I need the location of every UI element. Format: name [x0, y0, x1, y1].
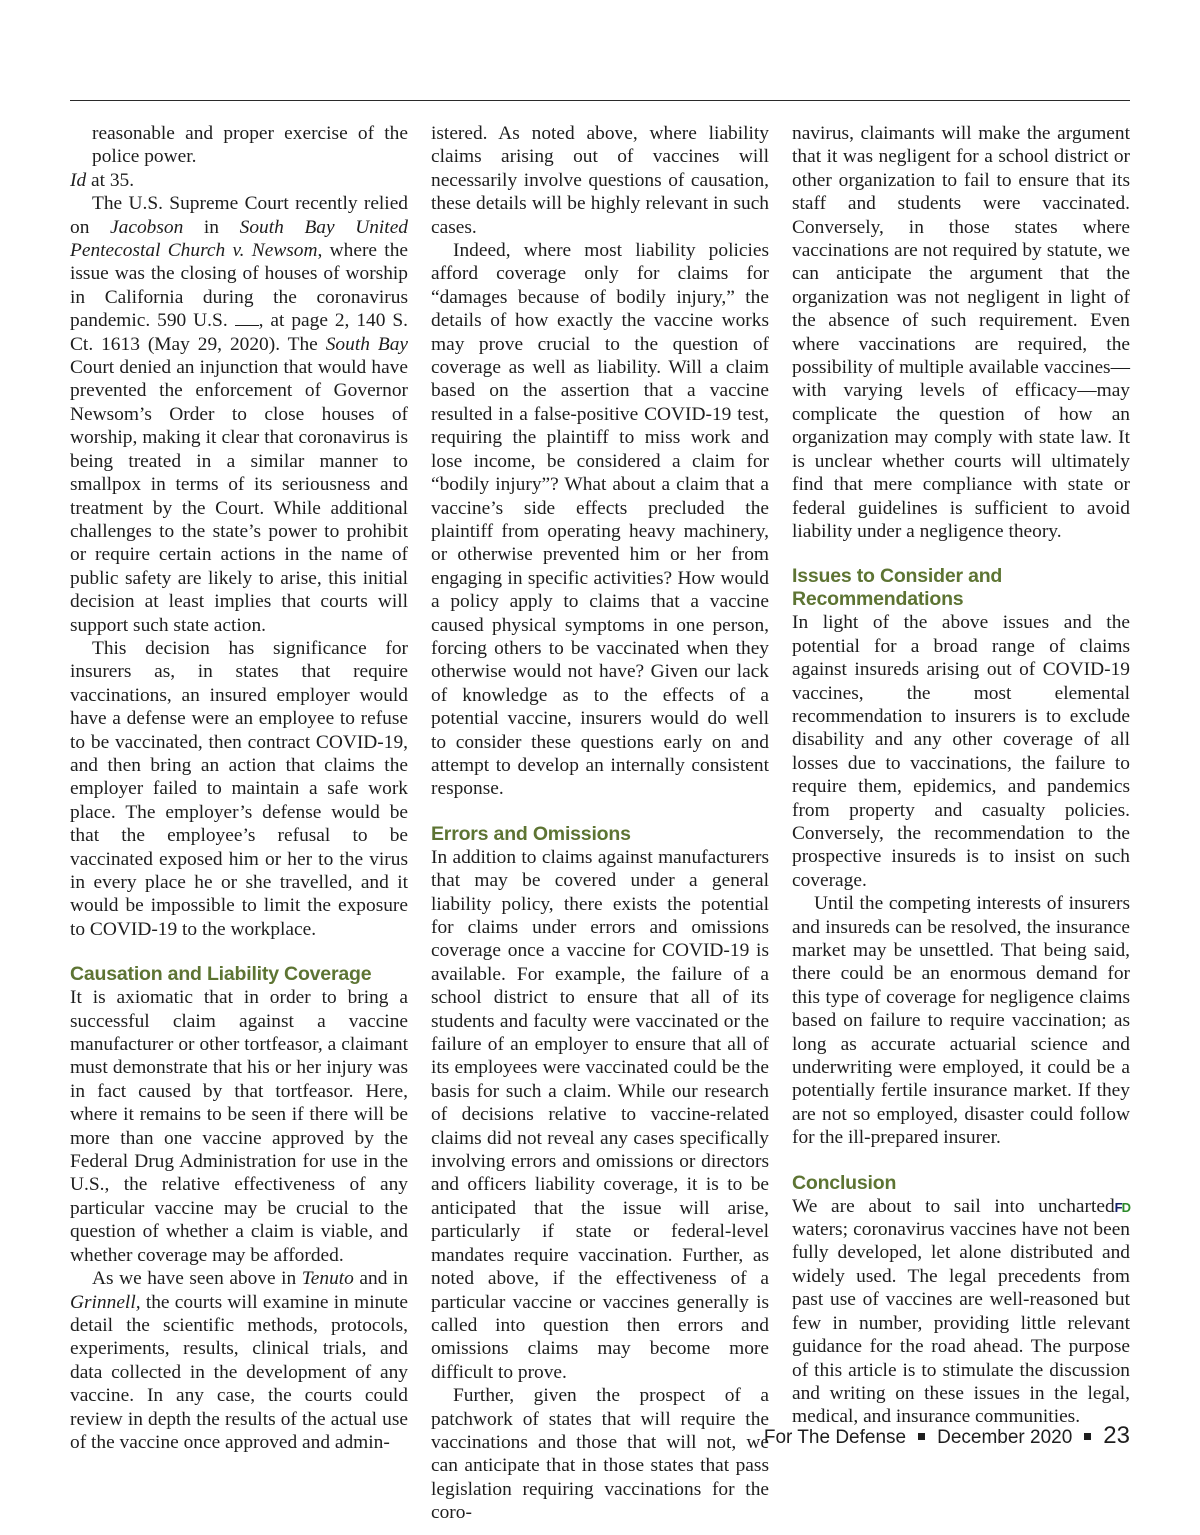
- header-rule: [70, 100, 1130, 101]
- citation: Id at 35.: [70, 169, 135, 191]
- paragraph: This decision has significance for insurers as, in states that require vaccinations, an insured employer would have a defense were an employee to refuse to be vaccinated, then contract COVID-19, and then bring an action that claims the employer failed to maintain a safe work place. The employer’s defense would be that the employee’s refusal to be vaccinated exposed him or her to the virus in every place he or she travelled, and it would be impossible to limit the exposure to COVID-19 to the workplace.: [70, 637, 408, 940]
- section-heading: Errors and Omissions: [431, 822, 631, 845]
- bullet-separator-icon: [1084, 1433, 1091, 1440]
- column-1: [70, 122, 408, 1454]
- issue-date: December 2020: [937, 1427, 1073, 1448]
- publication-name: For The Defense: [763, 1427, 907, 1448]
- citation-blank: [235, 310, 259, 326]
- paragraph: FD We are about to sail into uncharted waters; coronavirus vaccines have not been fully developed, let alone distributed and widely used. The legal precedents from past use of vaccines are well-reasoned but few in number, providing little relevant guidance for the road ahead. The purpose of this article is to stimulate the discussion and writing on these issues in the legal, medical, and insurance communities.: [792, 1195, 1130, 1428]
- bullet-separator-icon: [918, 1433, 925, 1440]
- page-footer: [764, 1422, 1130, 1450]
- paragraph: As we have seen above in Tenuto and in Grinnell, the courts will examine in minute detail the scientific methods, protocols, experiments, results, clinical trials, and data collected in the development of any vaccine. In any case, the courts could review in depth the results of the actual use of the vaccine once approved and admin-: [70, 1268, 408, 1453]
- paragraph: Indeed, where most liability policies afford coverage only for claims for “damages because of bodily injury,” the details of how exactly the vaccine works may prove crucial to the question of coverage as well as liability. Will a claim based on the assertion that a vaccine resulted in a false-positive COVID-19 test, requiring the plaintiff to miss work and lose income, be considered a claim for “bodily injury”? What about a claim that a vaccine’s side effects precluded the plaintiff from operating heavy machinery, or otherwise prevented him or her from engaging in specific activities? How would a policy apply to claims that a vaccine caused physical symptoms in one person, forcing others to be vaccinated when they otherwise would not have? Given our lack of knowledge as to the effects of a potential vaccine, insurers would do well to consider these questions early on and attempt to develop an internally consistent response.: [431, 240, 769, 800]
- page-number: 23: [1103, 1422, 1130, 1449]
- block-quote-tail: reasonable and proper exercise of the police power.: [92, 123, 408, 168]
- paragraph: In addition to claims against manufacturers that may be covered under a general liability policy, there exists the potential for claims under errors and omissions coverage once a vaccine for COVID-19 is available. For example, the failure of a school district to ensure that all of its students and faculty were vaccinated or the failure of an employer to ensure that all of its employees were vaccinated could be the basis for such a claim. While our research of decisions relative to vaccine-related claims did not reveal any cases specifically involving errors and omissions or directors and officers liability coverage, it is to be anticipated that the issue will arise, particularly if state or federal-level mandates require vaccination. Further, as noted above, if the effectiveness of a particular vaccine or vaccines generally is called into question then errors and omissions claims may become more difficult to prove.: [431, 846, 769, 1383]
- paragraph: The U.S. Supreme Court recently relied on Jacobson in South Bay United Pentecostal Church v. Newsom, where the issue was the closing of houses of worship in California during the coronavirus pandemic. 590 U.S. , at page 2, 140 S. Ct. 1613 (May 29, 2020). The South Bay Court denied an injunction that would have prevented the enforcement of Governor Newsom’s Order to close houses of worship, making it clear that coronavirus is being treated in a similar manner to smallpox in terms of its seriousness and treatment by the Court. While additional challenges to the state’s power to prohibit or require certain actions in the name of public safety are likely to arise, this initial decision at least implies that courts will support such state action.: [70, 193, 408, 636]
- column-3: [792, 122, 1130, 1429]
- section-heading: Issues to Consider and Recommendations: [792, 565, 1003, 611]
- paragraph: istered. As noted above, where liability claims arising out of vaccines will necessarily involve questions of causation, these details will be highly relevant in such cases.: [431, 123, 769, 238]
- paragraph: navirus, claimants will make the argument that it was negligent for a school district or other organization to fail to ensure that its staff and students were vaccinated. Conversely, in those states where vaccinations are not required by statute, we can anticipate the argument that the organization was not negligent in light of the absence of such requirement. Even where vaccinations are required, the possibility of multiple available vaccines—with varying levels of efficacy—may complicate the question of how an organization may comply with state law. It is unclear whether courts will ultimately find that mere compliance with state or federal guidelines is sufficient to avoid liability under a negligence theory.: [792, 123, 1130, 542]
- column-2: [431, 122, 769, 1525]
- paragraph: It is axiomatic that in order to bring a successful claim against a vaccine manufacturer or other tortfeasor, a claimant must demonstrate that his or her injury was in fact caused by that tortfeasor. Here, where it remains to be seen if there will be more than one vaccine approved by the Federal Drug Administration for use in the U.S., the relative effectiveness of any particular vaccine may be crucial to the question of whether a claim is viable, and whether coverage may be afforded.: [70, 987, 408, 1266]
- paragraph: Further, given the prospect of a patchwork of states that will require the vaccinations and those that will not, we can anticipate that in those states that pass legislation requiring vaccinations for the coro-: [431, 1385, 769, 1524]
- section-heading: Conclusion: [792, 1171, 897, 1194]
- paragraph: In light of the above issues and the potential for a broad range of claims against insureds arising out of COVID-19 vaccines, the most elemental recommendation to insurers is to exclude disability and any other coverage of all losses due to vaccinations, the failure to require them, epidemics, and pandemics from property and casualty policies. Conversely, the recommendation to the prospective insureds is to insist on such coverage.: [792, 612, 1130, 891]
- section-heading: Causation and Liability Coverage: [70, 963, 372, 986]
- fd-logo-icon: FD: [1114, 1199, 1130, 1215]
- paragraph: Until the competing interests of insurers and insureds can be resolved, the insurance market may be unsettled. That being said, there could be an enormous demand for this type of coverage for negligence claims based on failure to require vaccination; as long as accurate actuarial science and underwriting were employed, it could be a potentially fertile insurance market. If they are not so employed, disaster could follow for the ill-prepared insurer.: [792, 893, 1130, 1149]
